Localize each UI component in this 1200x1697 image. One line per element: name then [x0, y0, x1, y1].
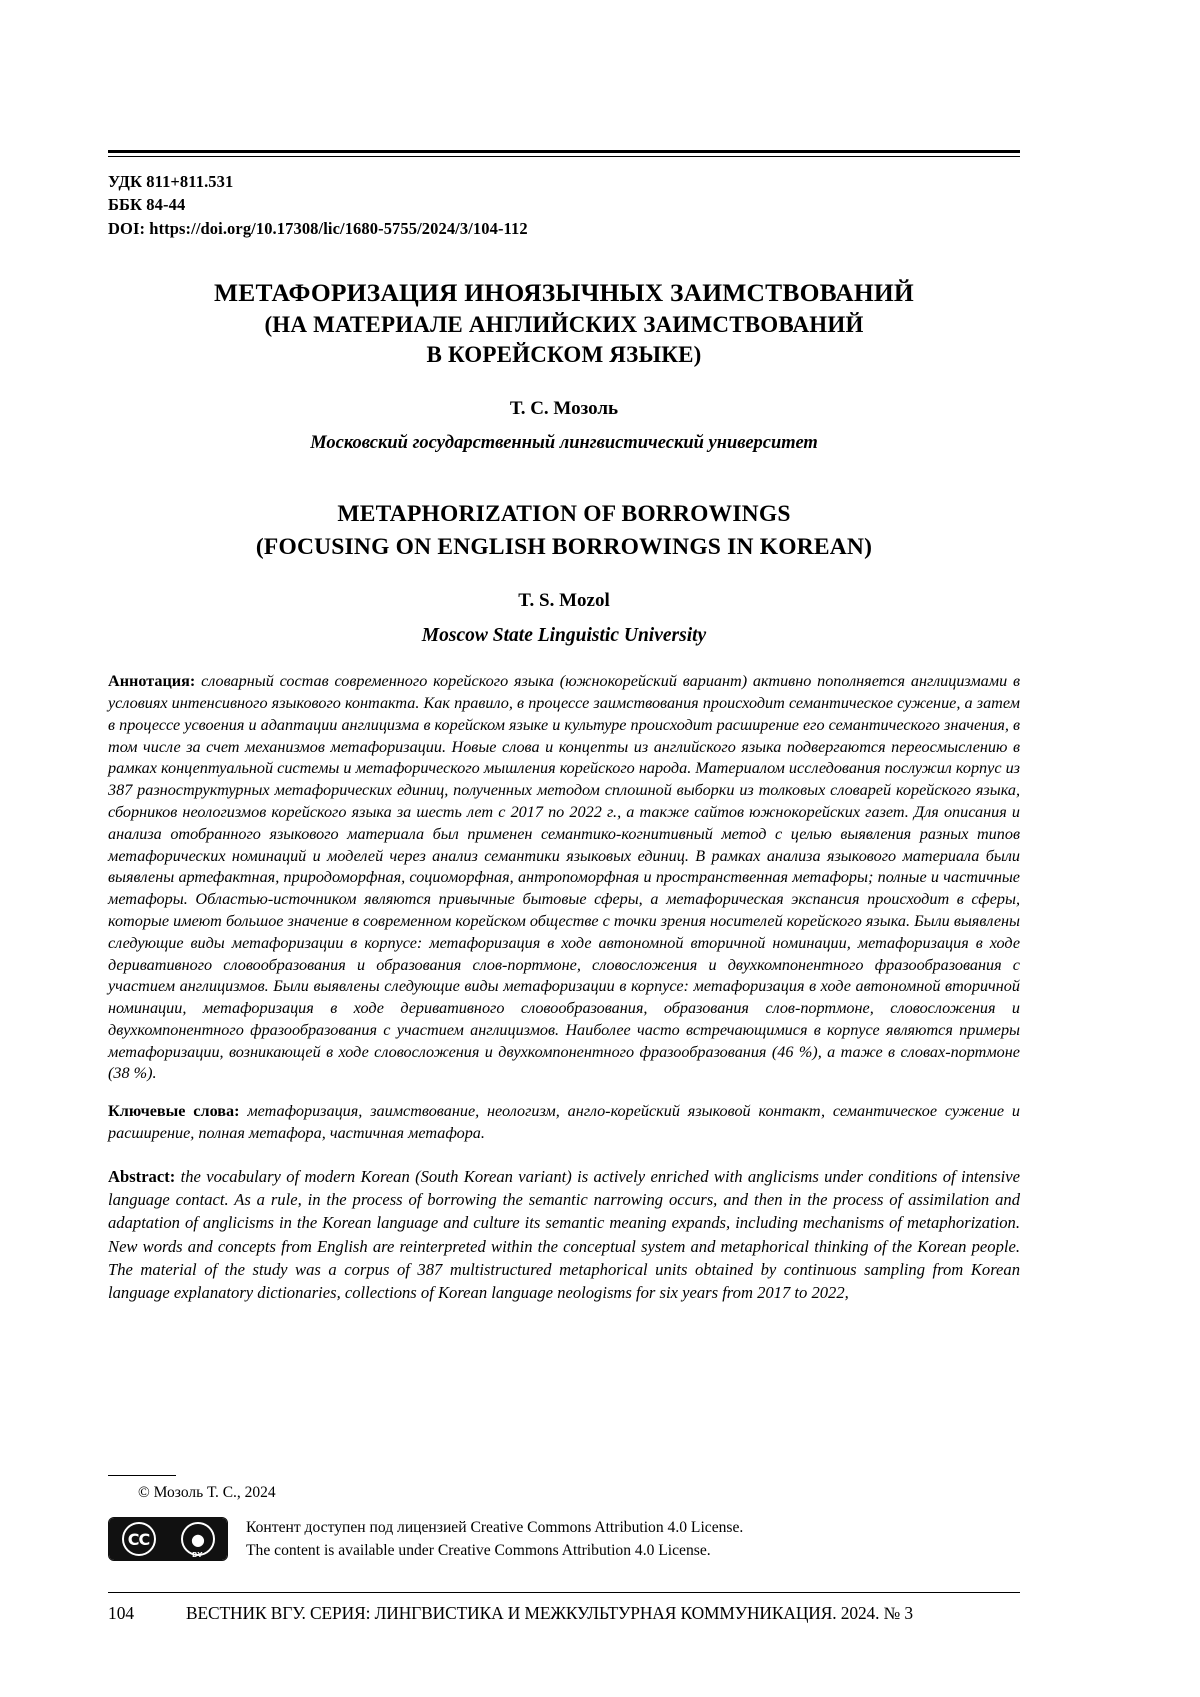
journal-running-head: ВЕСТНИК ВГУ. СЕРИЯ: ЛИНГВИСТИКА И МЕЖКУЛЬТУРНАЯ КОММУНИКАЦИЯ. 2024. № 3 — [186, 1603, 913, 1623]
keywords-ru — [108, 1101, 1020, 1145]
license-row — [108, 1516, 1020, 1563]
author-ru: Т. С. Мозоль — [509, 397, 619, 419]
article-body — [108, 150, 1020, 1321]
cc-mark: CC — [122, 1522, 156, 1556]
cc-logo-half — [109, 1518, 168, 1560]
license-text-ru: Контент доступен под лицензией Creative Commons Attribution 4.0 License. — [246, 1519, 744, 1536]
abstract-ru-text: словарный состав современного корейского языка (южнокорейский вариант) активно пополняется англицизмами в условиях интенсивного языкового контакта. Как правило, в процессе заимствования происходит семантическое сужение, а затем в процессе усвоения и адаптации англицизма в корейском языке и культуре происходит расширение его семантического значения, в том числе за счет механизмов метафоризации. Новые слова и концепты из английского языка подвергаются переосмыслению в рамках концептуальной системы и метафорического мышления корейского народа. Материалом исследования послужил корпус из 387 разноструктурных метафорических единиц, полученных методом сплошной выборки из толковых словарей корейского языка, сборников неологизмов корейского языка за шесть лет с 2017 по 2022 г., а также сайтов южнокорейских газет. Для описания и анализа отобранного языкового материала был применен семантико-когнитивный метод с целью выявления разных типов метафорических номинаций и моделей через анализ семантики языковых единиц. В рамках анализа языкового материала были выявлены артефактная, природоморфная, социоморфная, антропоморфная и пространственная метафоры; полные и частичные метафоры. Областью-источником являются привычные бытовые сферы, а метафорическая экспансия происходит в сферы, которые имеют большое значение в современном корейском обществе с точки зрения носителей корейского языка. Были выявлены следующие виды метафоризации в корпусе: метафоризация в ходе автономной вторичной номинации, метафоризация в ходе деривативного словообразования и образования слов-портмоне, словосложения и двухкомпонентного фразообразования с участием англицизмов. Были выявлены следующие виды метафоризации в корпусе: метафоризация в ходе автономной вторичной номинации, метафоризация в ходе деривативного словообразования, образования слов-портмоне, словосложения и двухкомпонентного фразообразования с участием англицизмов. Наиболее часто встречающимися в корпусе являются примеры метафоризации, возникающей в ходе словосложения и двухкомпонентного фразообразования (46 %), а таже в словах-портмоне (38 %). — [108, 672, 1020, 1083]
keywords-ru-text: метафоризация, заимствование, неологизм, англо-корейский языковой контакт, семантическое сужение и расширение, полная метафора, частичная метафора. — [108, 1102, 1020, 1143]
footnote-rule — [108, 1475, 176, 1476]
license-text-en: The content is available under Creative Commons Attribution 4.0 License. — [246, 1542, 711, 1560]
abstract-ru-label: Аннотация: — [108, 672, 196, 691]
page-title-ru — [108, 276, 1020, 370]
license-text — [246, 1516, 743, 1563]
affiliation-ru: Московский государственный лингвистический университет — [310, 432, 818, 453]
title-en-line-2: (FOCUSING ON ENGLISH BORROWINGS IN KOREAN) — [255, 534, 873, 560]
title-ru-line-2: (НА МАТЕРИАЛЕ АНГЛИЙСКИХ ЗАИМСТВОВАНИЙ — [264, 311, 864, 337]
udk-code: УДК 811+811.531 — [108, 172, 234, 191]
title-ru-line-3: В КОРЕЙСКОМ ЯЗЫКЕ) — [426, 342, 702, 368]
affiliation-en: Moscow State Linguistic University — [421, 625, 707, 647]
abstract-en — [108, 1165, 1020, 1304]
keywords-ru-label: Ключевые слова: — [108, 1102, 240, 1121]
abstract-en-text: the vocabulary of modern Korean (South Korean variant) is actively enriched with anglicisms under conditions of intensive language contact. As a rule, in the process of borrowing the semantic narrowing occurs, and then in the process of assimilation and adaptation of anglicisms in the Korean language and culture its semantic meaning expands, including mechanisms of metaphorization. New words and concepts from English are reinterpreted within the conceptual system and metaphorical thinking of the Korean people. The material of the study was a corpus of 387 multistructured metaphorical units obtained by continuous sampling from Korean language explanatory dictionaries, collections of Korean language neologisms for six years from 2017 to 2022, — [108, 1166, 1020, 1303]
page-footer — [108, 1603, 1020, 1624]
title-ru-line-1: МЕТАФОРИЗАЦИЯ ИНОЯЗЫЧНЫХ ЗАИМСТВОВАНИЙ — [214, 278, 914, 308]
abstract-en-label: Abstract: — [108, 1166, 176, 1186]
copyright-line: © Мозоль Т. С., 2024 — [138, 1484, 276, 1501]
creative-commons-icon — [108, 1517, 228, 1561]
title-en-line-1: METAPHORIZATION OF BORROWINGS — [337, 500, 791, 527]
person-icon: ● — [181, 1522, 215, 1556]
footer-rule — [108, 1592, 1020, 1593]
page-title-en — [108, 498, 1020, 565]
page-number: 104 — [108, 1603, 135, 1623]
footer-block — [108, 1475, 1020, 1563]
cc-by-half — [168, 1518, 227, 1560]
bbk-code: ББК 84-44 — [108, 195, 186, 215]
abstract-ru — [108, 671, 1020, 1085]
author-en: T. S. Mozol — [518, 590, 610, 612]
publication-identifiers — [108, 170, 1020, 240]
header-rule — [108, 150, 1020, 157]
doi-line: DOI: https://doi.org/10.17308/lic/1680-5755/2024/3/104-112 — [108, 218, 528, 238]
cc-by-label: BY — [191, 1551, 204, 1560]
